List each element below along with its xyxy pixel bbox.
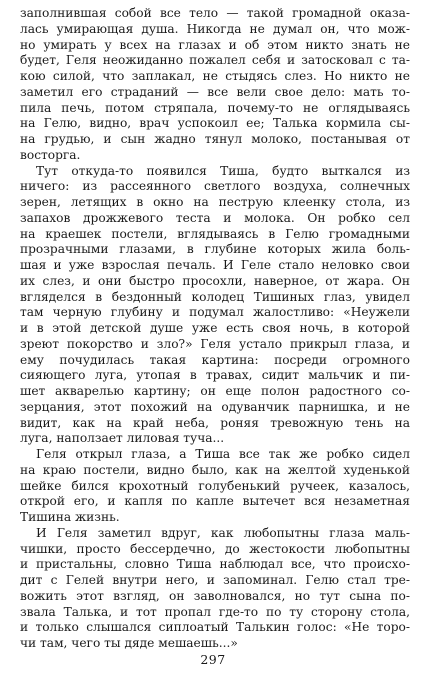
- paragraph-first-line: Тут откуда-то появился Тиша, будто выткался из: [36, 163, 410, 178]
- text-line: ему почудилась такая картина: посреди огромного: [20, 352, 410, 367]
- paragraph-first-line: И Геля заметил вдруг, как любопытны глаза маль-: [36, 525, 410, 540]
- text-line: звала Талька, и тот пропал где-то по ту сторону стола,: [20, 604, 410, 619]
- text-line: пила печь, потом стряпала, почему-то не оглядываясь: [20, 100, 410, 115]
- text-line: шет акварелью картину; он еще полон радостного со-: [20, 384, 410, 398]
- text-line: там черную глубину и подумал жалостливо: «Неужели: [20, 305, 410, 320]
- paragraph-first-line: Геля открыл глаза, а Тиша все так же робко сидел: [36, 447, 410, 461]
- text-line: восторга.: [20, 147, 81, 162]
- text-line: на грудью, и сын жадно тянул молоко, постанывая от: [20, 132, 410, 146]
- text-line: заполнившая собой все тело — такой громадной оказа-: [20, 6, 410, 20]
- text-line: Тишина жизнь.: [20, 510, 120, 524]
- text-line: на краешек постели, вглядываясь в Гелю громадными: [20, 226, 410, 241]
- text-line: чи там, чего ты дяде мешаешь...»: [20, 636, 238, 650]
- text-line: вожить этот взгляд, он заволновался, но тут сына по-: [20, 588, 410, 603]
- text-line: их слез, и они быстро просохли, наверное, от жара. Он: [20, 273, 410, 288]
- text-line: прозрачными глазами, в глубине которых жила боль-: [20, 242, 410, 257]
- text-line: на Гелю, видно, врач успокоил ее; Талька кормила сы-: [20, 116, 410, 131]
- text-line: зерцания, этот похожий на одуванчик парнишка, и не: [20, 399, 410, 414]
- text-line: луга, наползает лиловая туча...: [20, 431, 225, 446]
- text-line: сияющего луга, утопая в травах, сидит мальчик и пи-: [20, 368, 410, 383]
- text-line: на краю постели, видно было, как на желтой худенькой: [20, 462, 410, 477]
- text-line: видит, как на край неба, роняя тревожную тень на: [20, 415, 410, 430]
- text-line: кою силой, что заплакал, не стыдясь слез. Но никто не: [20, 69, 410, 83]
- text-line: шая и уже взрослая печаль. И Геле стало неловко свои: [20, 258, 410, 272]
- text-line: вгляделся в бездонный колодец Тишиных глаз, увидел: [20, 289, 410, 304]
- text-line: дит с Гелей внутри него, и запоминал. Гелю стал тре-: [20, 573, 410, 587]
- text-line: зреют покорство и зло?» Геля устало прикрыл глаза, и: [20, 336, 410, 351]
- text-line: открой его, и капля по капле вытечет вся незаметная: [20, 494, 410, 509]
- text-line: ничего: из рассеянного светлого воздуха, солнечных: [20, 179, 410, 194]
- text-line: зерен, летящих в окно на пеструю клеенку стола, из: [20, 195, 410, 209]
- text-line: и в этой детской душе уже есть своя ночь, в которой: [20, 321, 410, 335]
- body-text: [20, 6, 410, 652]
- page-number: 297: [200, 652, 226, 667]
- text-line: и только слышался сиплоатый Талькин голос: «Не торо-: [20, 620, 410, 635]
- text-line: запахов дрожжевого теста и молока. Он робко сел: [20, 210, 410, 225]
- text-line: заметил его страданий — все вели свое дело: мать то-: [20, 84, 410, 99]
- text-line: но умирать у всех на глазах и об этом никто знать не: [20, 37, 410, 52]
- text-line: чишки, просто бессердечно, до жестокости любопытны: [20, 541, 410, 556]
- text-line: шейке бился крохотный голубенький ручеек, казалось,: [20, 478, 410, 493]
- text-line: будет, Геля неожиданно пожалел себя и затосковал с та-: [20, 53, 410, 68]
- text-line: и пристальны, словно Тиша наблюдал все, что происхо-: [20, 557, 410, 572]
- text-line: лась умирающая душа. Никогда не думал он, что мож-: [20, 21, 410, 36]
